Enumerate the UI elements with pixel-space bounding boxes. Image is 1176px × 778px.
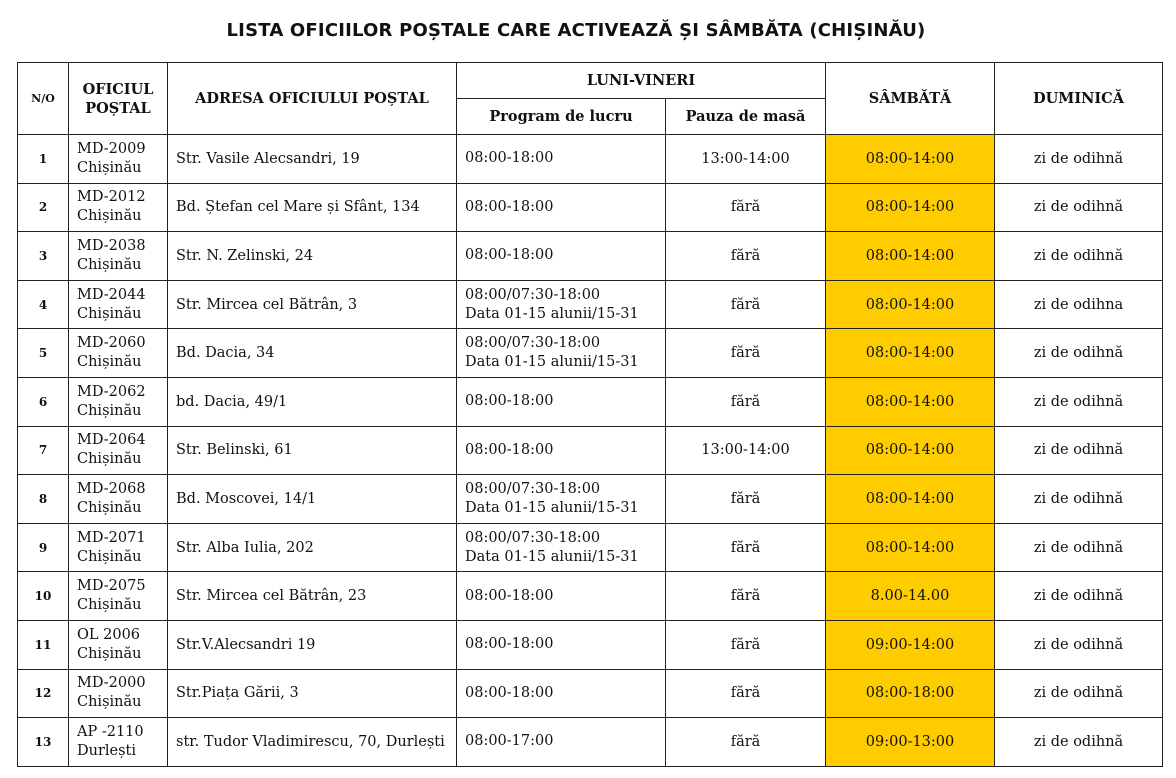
cell-sunday: zi de odihnă [995,329,1163,378]
cell-office [69,183,168,232]
cell-pause: 13:00-14:00 [666,426,826,475]
cell-pause: fără [666,280,826,329]
program-hours: 08:00/07:30-18:00 [465,286,601,303]
cell-saturday: 8.00-14.00 [826,572,995,621]
cell-program [457,572,666,621]
program-hours: 08:00-18:00 [465,636,554,653]
program-note: Data 01-15 alunii/15-31 [465,499,639,516]
office-code: MD-2009 [77,140,146,157]
cell-no: 2 [18,183,69,232]
office-code: MD-2071 [77,529,146,546]
header-office: OFICIUL POȘTAL [69,63,168,135]
cell-pause: fără [666,232,826,281]
office-code: AP -2110 [77,723,144,740]
cell-program [457,426,666,475]
cell-program [457,280,666,329]
table-row [18,523,1163,572]
header-pause: Pauza de masă [666,99,826,135]
office-city: Chișinău [77,499,142,516]
cell-program [457,475,666,524]
table-row [18,280,1163,329]
office-city: Chișinău [77,451,142,468]
office-code: MD-2064 [77,432,146,449]
post-offices-table [17,62,1163,767]
cell-address: Str. Belinski, 61 [168,426,457,475]
program-hours: 08:00-18:00 [465,441,554,458]
cell-program [457,329,666,378]
table-row [18,135,1163,184]
cell-sunday: zi de odihnă [995,135,1163,184]
cell-address: Str. Mircea cel Bătrân, 3 [168,280,457,329]
cell-no: 5 [18,329,69,378]
cell-saturday: 08:00-14:00 [826,232,995,281]
office-city: Durlești [77,742,137,759]
cell-office [69,426,168,475]
header-saturday: SÂMBĂTĂ [826,63,995,135]
cell-program [457,377,666,426]
table-row [18,183,1163,232]
cell-sunday: zi de odihnă [995,572,1163,621]
cell-saturday: 09:00-14:00 [826,620,995,669]
cell-program [457,135,666,184]
cell-pause: fără [666,572,826,621]
cell-no: 3 [18,232,69,281]
program-hours: 08:00-18:00 [465,198,554,215]
cell-office [69,523,168,572]
table-row [18,329,1163,378]
cell-address: bd. Dacia, 49/1 [168,377,457,426]
cell-address: Str. Mircea cel Bătrân, 23 [168,572,457,621]
program-hours: 08:00-18:00 [465,587,554,604]
cell-pause: 13:00-14:00 [666,135,826,184]
cell-saturday: 09:00-13:00 [826,718,995,767]
table-row [18,377,1163,426]
cell-no: 12 [18,669,69,718]
cell-no: 1 [18,135,69,184]
cell-office [69,718,168,767]
cell-sunday: zi de odihnă [995,426,1163,475]
cell-address: Str.Piața Gării, 3 [168,669,457,718]
program-hours: 08:00-18:00 [465,684,554,701]
cell-saturday: 08:00-14:00 [826,135,995,184]
cell-sunday: zi de odihnă [995,232,1163,281]
header-sunday: DUMINICĂ [995,63,1163,135]
office-code: OL 2006 [77,626,141,643]
cell-saturday: 08:00-14:00 [826,183,995,232]
header-weekdays: LUNI-VINERI [457,63,826,99]
cell-pause: fără [666,669,826,718]
cell-office [69,572,168,621]
page-title: LISTA OFICIILOR POȘTALE CARE ACTIVEAZĂ ȘI SÂMBĂTA (CHIȘINĂU) [226,20,926,41]
cell-sunday: zi de odihnă [995,669,1163,718]
office-code: MD-2044 [77,286,146,303]
program-hours: 08:00-17:00 [465,733,554,750]
office-code: MD-2068 [77,480,146,497]
office-city: Chișinău [77,159,142,176]
office-city: Chișinău [77,354,142,371]
program-hours: 08:00/07:30-18:00 [465,529,601,546]
office-city: Chișinău [77,548,142,565]
office-code: MD-2062 [77,383,146,400]
cell-sunday: zi de odihnă [995,377,1163,426]
cell-pause: fără [666,718,826,767]
cell-address: Str. Alba Iulia, 202 [168,523,457,572]
cell-no: 10 [18,572,69,621]
office-city: Chișinău [77,597,142,614]
cell-program [457,183,666,232]
cell-sunday: zi de odihnă [995,523,1163,572]
cell-sunday: zi de odihna [995,280,1163,329]
header-address: ADRESA OFICIULUI POȘTAL [168,63,457,135]
cell-program [457,232,666,281]
program-note: Data 01-15 alunii/15-31 [465,354,639,371]
office-city: Chișinău [77,256,142,273]
cell-address: Str. Vasile Alecsandri, 19 [168,135,457,184]
cell-office [69,329,168,378]
cell-sunday: zi de odihnă [995,620,1163,669]
table-row [18,620,1163,669]
cell-address: str. Tudor Vladimirescu, 70, Durlești [168,718,457,767]
cell-pause: fără [666,377,826,426]
table-row [18,572,1163,621]
office-city: Chișinău [77,402,142,419]
cell-no: 6 [18,377,69,426]
cell-no: 4 [18,280,69,329]
header-program: Program de lucru [457,99,666,135]
cell-pause: fără [666,183,826,232]
program-hours: 08:00/07:30-18:00 [465,335,601,352]
cell-pause: fără [666,329,826,378]
cell-saturday: 08:00-14:00 [826,475,995,524]
cell-address: Str. N. Zelinski, 24 [168,232,457,281]
office-city: Chișinău [77,305,142,322]
program-note: Data 01-15 alunii/15-31 [465,305,639,322]
table-row [18,669,1163,718]
cell-saturday: 08:00-14:00 [826,329,995,378]
table-row [18,475,1163,524]
cell-sunday: zi de odihnă [995,718,1163,767]
table-row [18,232,1163,281]
header-no: N/O [18,63,69,135]
table-row [18,426,1163,475]
program-hours: 08:00-18:00 [465,150,554,167]
cell-saturday: 08:00-14:00 [826,377,995,426]
program-hours: 08:00-18:00 [465,393,554,410]
cell-office [69,377,168,426]
cell-no: 7 [18,426,69,475]
cell-program [457,620,666,669]
cell-office [69,232,168,281]
cell-saturday: 08:00-14:00 [826,426,995,475]
office-code: MD-2075 [77,578,146,595]
cell-office [69,620,168,669]
office-city: Chișinău [77,694,142,711]
office-code: MD-2000 [77,675,146,692]
office-code: MD-2060 [77,335,146,352]
cell-program [457,523,666,572]
cell-address: Bd. Dacia, 34 [168,329,457,378]
cell-no: 8 [18,475,69,524]
cell-pause: fără [666,523,826,572]
cell-no: 13 [18,718,69,767]
cell-office [69,475,168,524]
program-note: Data 01-15 alunii/15-31 [465,548,639,565]
cell-address: Bd. Ștefan cel Mare și Sfânt, 134 [168,183,457,232]
office-city: Chișinău [77,645,142,662]
cell-office [69,280,168,329]
office-code: MD-2038 [77,237,146,254]
cell-saturday: 08:00-18:00 [826,669,995,718]
cell-program [457,669,666,718]
office-code: MD-2012 [77,189,146,206]
cell-sunday: zi de odihnă [995,475,1163,524]
cell-program [457,718,666,767]
cell-saturday: 08:00-14:00 [826,523,995,572]
cell-address: Str.V.Alecsandri 19 [168,620,457,669]
program-hours: 08:00-18:00 [465,247,554,264]
program-hours: 08:00/07:30-18:00 [465,480,601,497]
office-city: Chișinău [77,208,142,225]
cell-sunday: zi de odihnă [995,183,1163,232]
cell-pause: fără [666,620,826,669]
cell-pause: fără [666,475,826,524]
cell-office [69,669,168,718]
cell-no: 9 [18,523,69,572]
cell-office [69,135,168,184]
cell-address: Bd. Moscovei, 14/1 [168,475,457,524]
cell-no: 11 [18,620,69,669]
table-row [18,718,1163,767]
cell-saturday: 08:00-14:00 [826,280,995,329]
